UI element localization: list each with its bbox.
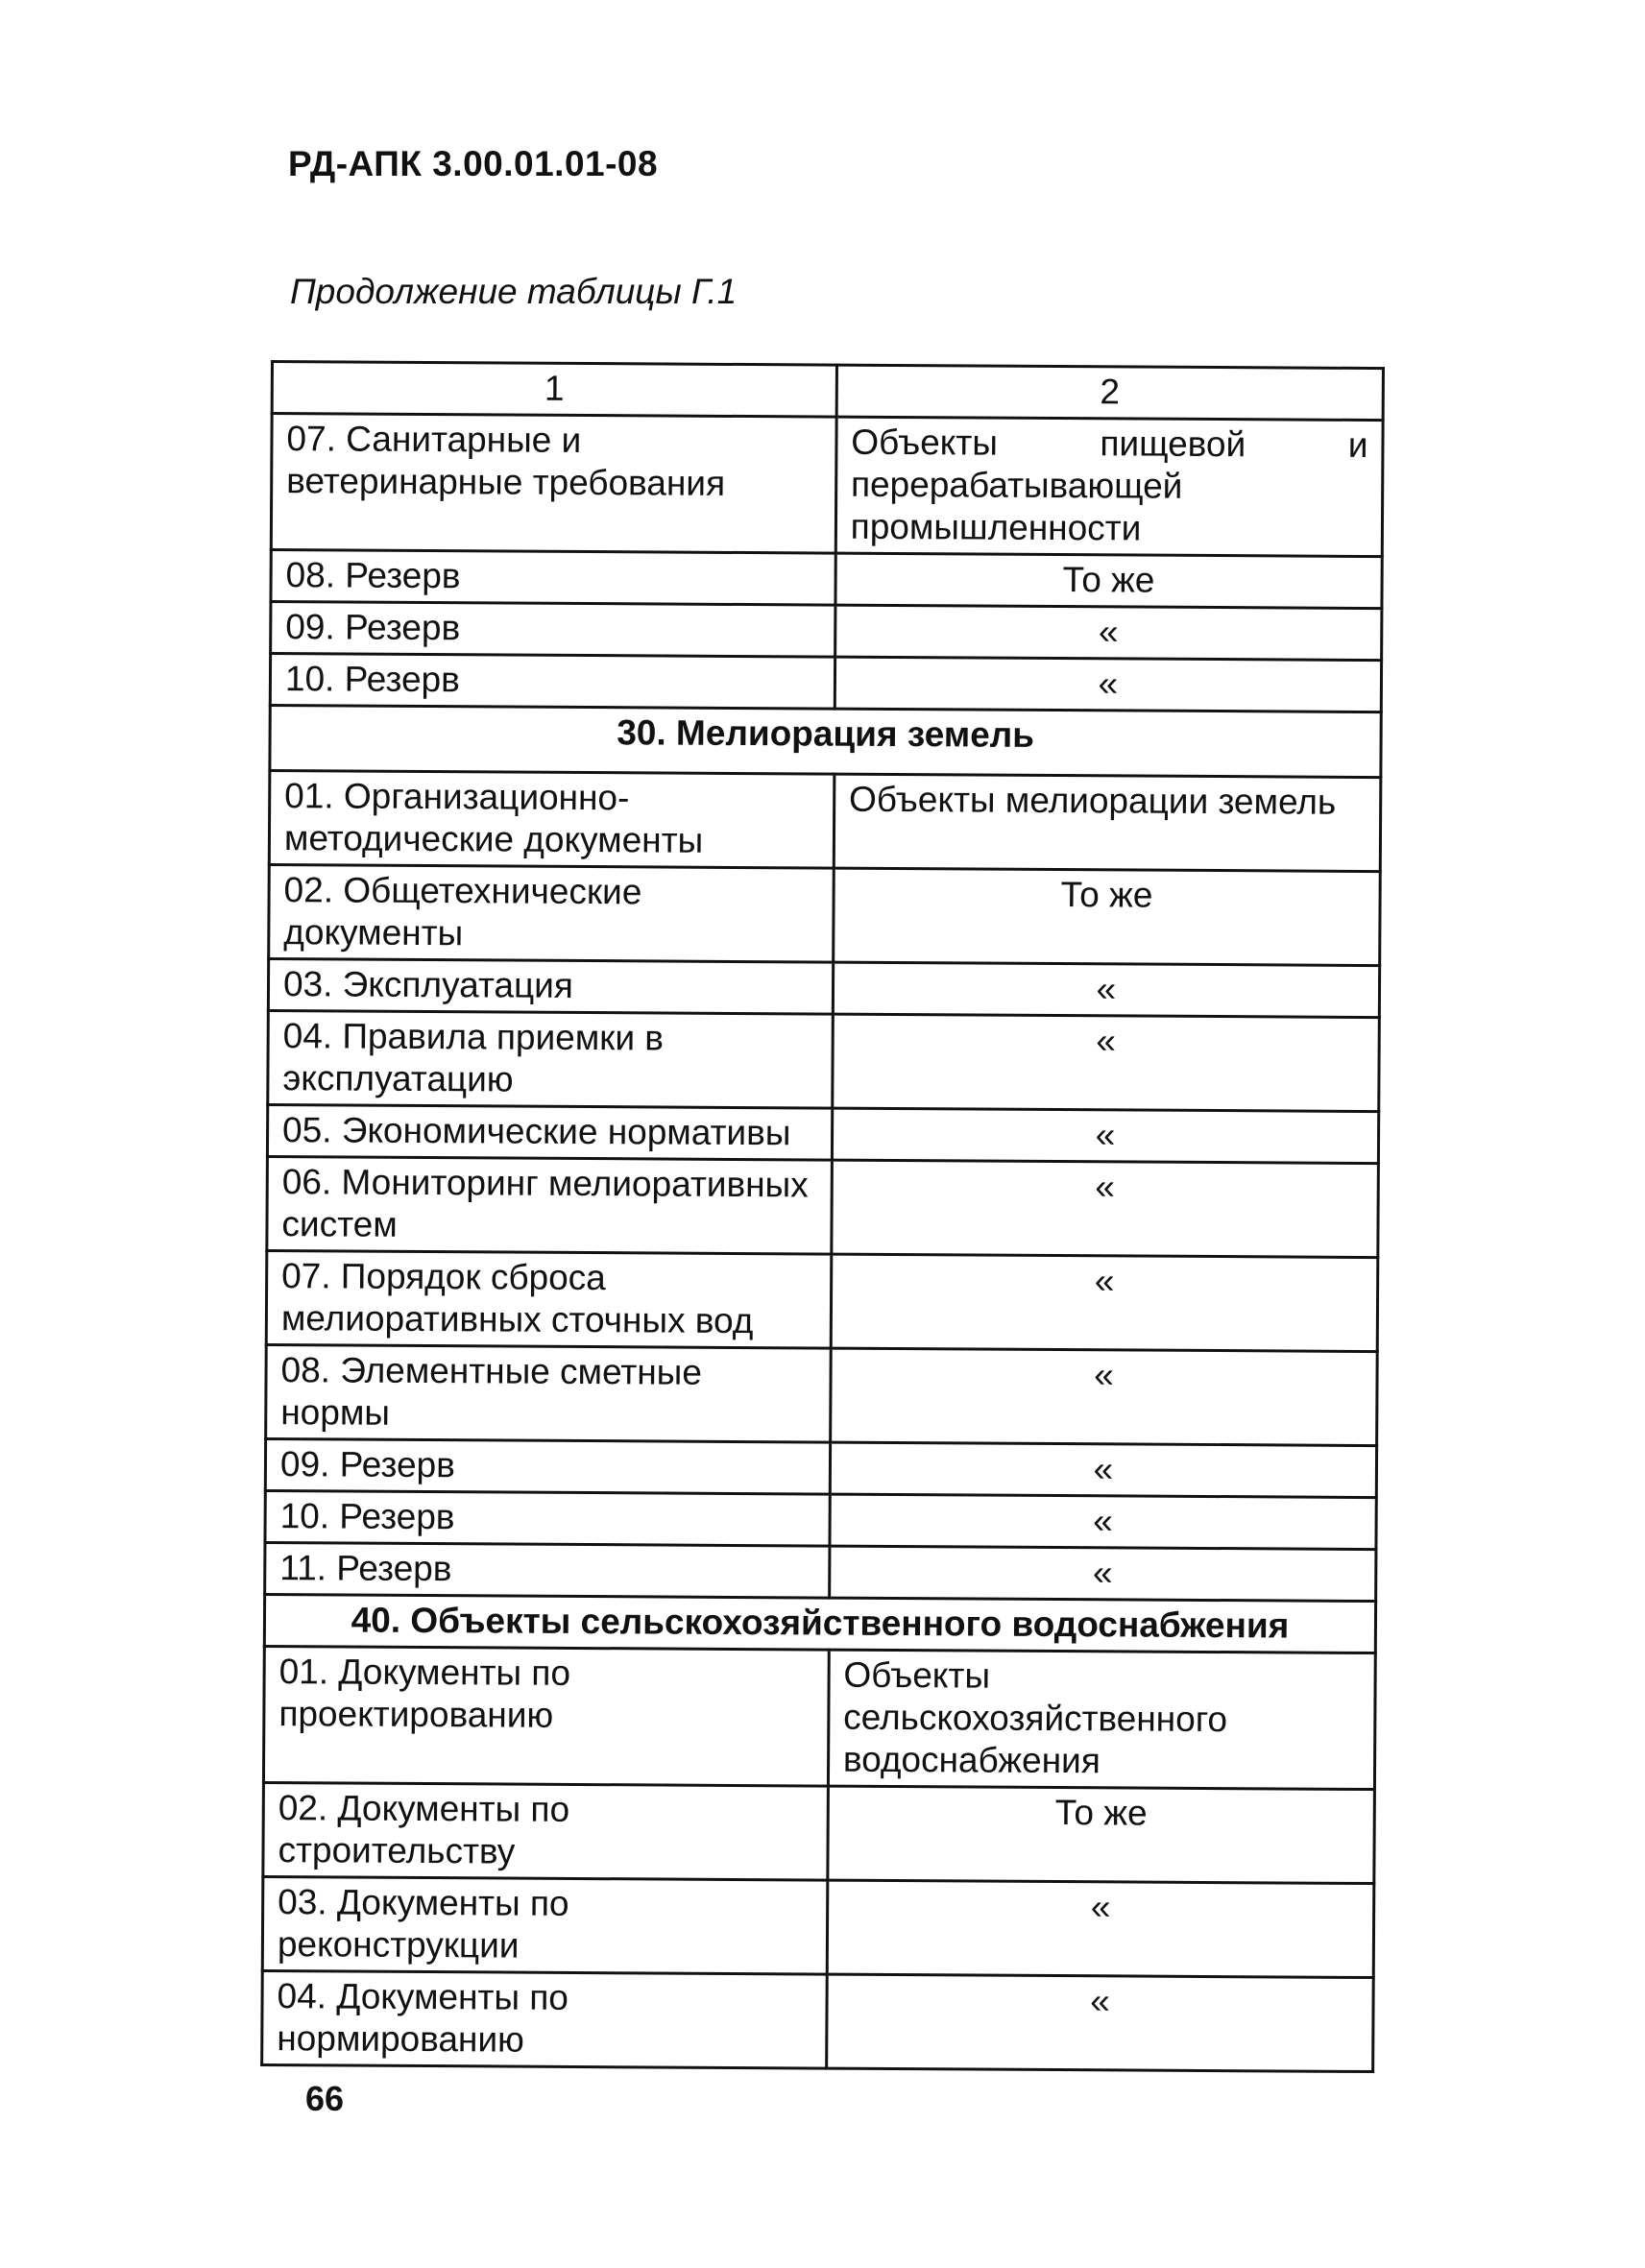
row-object-cell: То же (828, 1786, 1375, 1883)
table-row (266, 1250, 1378, 1351)
row-object-cell: « (829, 1546, 1376, 1601)
table-row (262, 1876, 1374, 1977)
table-row (270, 654, 1381, 712)
table-row (271, 602, 1382, 661)
row-code-cell: 07. Санитарные и ветеринарные требования (271, 414, 836, 554)
table-row (267, 1104, 1378, 1163)
row-object-cell: « (832, 1108, 1379, 1163)
row-code-cell: 02. Документы по строительству (263, 1782, 828, 1880)
row-object-cell: Объекты пищевой и перерабатывающей промышленности (835, 417, 1383, 556)
row-object-cell: « (830, 1442, 1377, 1497)
row-object-cell: « (830, 1348, 1377, 1445)
table-row (263, 1646, 1375, 1789)
row-code-cell: 09. Резерв (265, 1438, 830, 1494)
row-code-cell: 11. Резерв (265, 1542, 830, 1598)
table-row (262, 1970, 1374, 2071)
section-row (270, 706, 1381, 778)
page-number: 66 (305, 2079, 345, 2118)
row-code-cell: 05. Экономические нормативы (267, 1104, 832, 1160)
row-object-cell: « (832, 1160, 1379, 1257)
section-row (264, 1594, 1375, 1653)
row-code-cell: 09. Резерв (271, 602, 835, 658)
table-row (271, 414, 1383, 557)
row-code-cell: 06. Мониторинг мелиоративных систем (267, 1156, 832, 1254)
row-object-cell: Объекты мелиорации земель (834, 774, 1381, 871)
row-code-cell: 03. Эксплуатация (268, 958, 833, 1014)
classification-table (260, 360, 1385, 2073)
row-object-cell: « (835, 657, 1382, 712)
row-object-cell: То же (835, 553, 1383, 608)
document-code: РД-АПК 3.00.01.01-08 (288, 144, 659, 183)
row-code-cell: 04. Правила приемки в эксплуатацию (268, 1010, 833, 1108)
row-code-cell: 08. Резерв (271, 550, 835, 606)
table-row (265, 1490, 1376, 1549)
row-object-cell: « (831, 1254, 1378, 1351)
table-row (263, 1782, 1375, 1883)
row-object-cell: « (827, 1880, 1374, 1977)
table-row (265, 1438, 1376, 1497)
table-row (266, 1344, 1378, 1445)
row-code-cell: 10. Резерв (270, 654, 835, 710)
row-code-cell: 01. Организационно-методические документы (269, 771, 834, 869)
column-header-1: 1 (272, 362, 836, 418)
row-code-cell: 03. Документы по реконструкции (262, 1876, 827, 1974)
row-object-cell: То же (833, 868, 1380, 965)
row-object-cell: Объекты сельскохозяйственного водоснабжения (828, 1650, 1375, 1789)
table-row (269, 864, 1381, 965)
column-header-2: 2 (836, 365, 1384, 420)
row-object-cell: « (833, 1014, 1380, 1111)
section-heading-40: 40. Объекты сельскохозяйственного водоснабжения (264, 1594, 1375, 1653)
row-code-cell: 01. Документы по проектированию (263, 1646, 829, 1786)
row-code-cell: 10. Резерв (265, 1490, 830, 1546)
row-code-cell: 04. Документы по нормированию (262, 1970, 827, 2068)
table-row (268, 1010, 1380, 1111)
row-code-cell: 08. Элементные сметные нормы (266, 1344, 831, 1442)
row-object-cell: « (833, 962, 1380, 1017)
row-object-cell: « (835, 605, 1382, 660)
section-heading-30: 30. Мелиорация земель (270, 706, 1381, 778)
table-header-row (272, 362, 1383, 421)
table-row (268, 958, 1379, 1017)
row-code-cell: 07. Порядок сброса мелиоративных сточных вод (266, 1250, 831, 1348)
table-row (265, 1542, 1376, 1601)
table-row (269, 771, 1381, 872)
row-object-cell: « (830, 1494, 1377, 1549)
row-code-cell: 02. Общетехнические документы (269, 864, 834, 962)
table-row (267, 1156, 1379, 1257)
row-object-cell: « (826, 1974, 1373, 2071)
table-row (271, 550, 1382, 609)
table-caption: Продолжение таблицы Г.1 (290, 272, 738, 311)
